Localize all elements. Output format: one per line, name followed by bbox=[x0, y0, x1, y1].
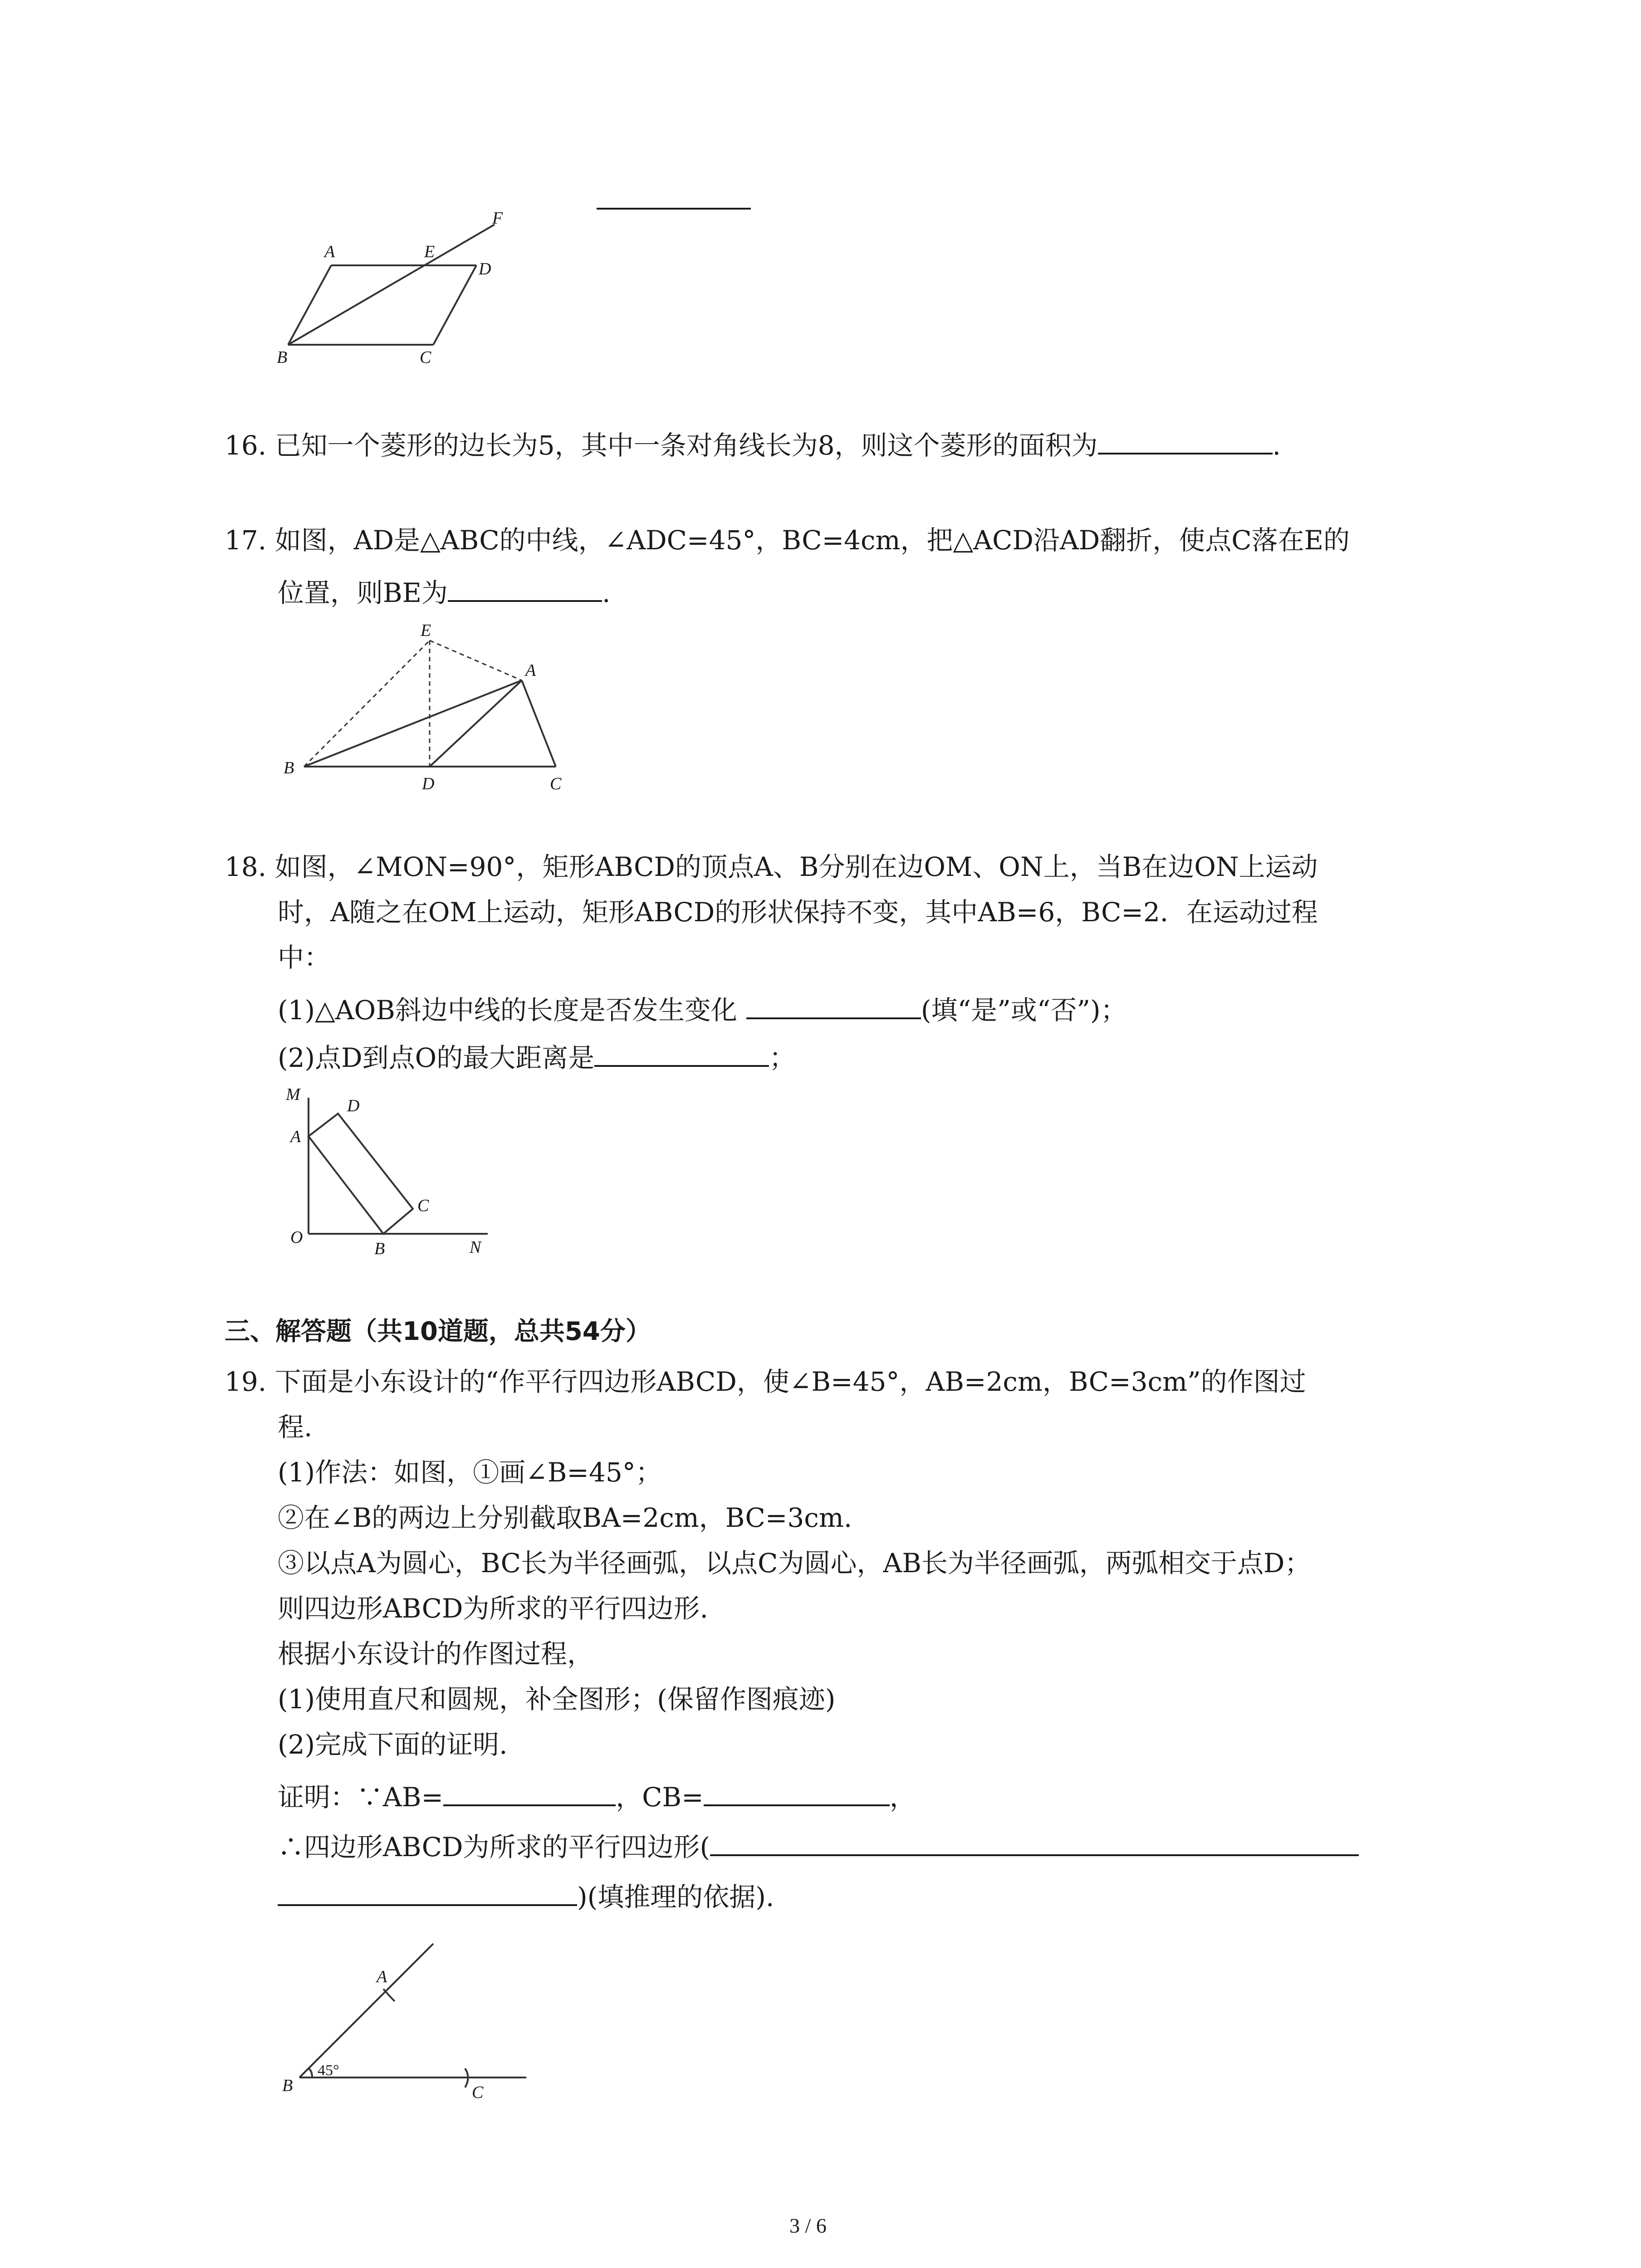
question-text: 中： bbox=[278, 942, 331, 973]
segment-EA bbox=[430, 640, 522, 680]
segment-AC bbox=[522, 680, 556, 767]
question-number: 19. bbox=[225, 1366, 267, 1397]
question-19-line4: ②在∠B的两边上分别截取BA=2cm，BC=3cm. bbox=[278, 1502, 852, 1533]
figure-angle-45 bbox=[272, 1923, 544, 2114]
label-A: A bbox=[290, 1127, 301, 1146]
period: . bbox=[1272, 430, 1281, 461]
question-18-sub2 bbox=[278, 1039, 795, 1074]
answer-blank-top[interactable] bbox=[597, 181, 751, 210]
question-text: (2)点D到点O的最大距离是 bbox=[278, 1042, 595, 1073]
question-19-line8: (1)使用直尺和圆规，补全图形；(保留作图痕迹) bbox=[278, 1684, 836, 1715]
period: . bbox=[602, 577, 611, 608]
question-text: 下面是小东设计的“作平行四边形ABCD，使∠B=45°，AB=2cm，BC=3cm”的作图过 bbox=[274, 1366, 1306, 1397]
figure-rectangle-angle bbox=[277, 1084, 513, 1261]
question-text: 位置，则BE为 bbox=[278, 577, 448, 608]
question-19-proof1 bbox=[278, 1778, 916, 1813]
rectangle-ABCD bbox=[309, 1114, 413, 1234]
figure-parallelogram bbox=[263, 206, 517, 379]
label-B: B bbox=[284, 758, 294, 777]
segment-DC bbox=[433, 265, 476, 345]
angle-arc bbox=[309, 2068, 312, 2077]
proof-text: ，CB= bbox=[616, 1782, 704, 1813]
label-N: N bbox=[470, 1238, 481, 1257]
question-text: 时，A随之在OM上运动，矩形ABCD的形状保持不变，其中AB=6，BC=2．在运动过程 bbox=[278, 897, 1318, 928]
question-text: ； bbox=[769, 1042, 796, 1073]
question-text: (填“是”或“否”)； bbox=[921, 995, 1127, 1026]
question-18-line3 bbox=[278, 941, 330, 974]
label-B: B bbox=[374, 1239, 385, 1258]
question-text: (1)△AOB斜边中线的长度是否发生变化 bbox=[278, 995, 737, 1026]
label-C: C bbox=[550, 774, 562, 793]
segment-BE bbox=[304, 640, 430, 767]
question-19-line9: (2)完成下面的证明. bbox=[278, 1729, 508, 1760]
question-17-line2 bbox=[278, 574, 610, 609]
proof-text: ∴四边形ABCD为所求的平行四边形( bbox=[278, 1832, 710, 1862]
segment-BF bbox=[288, 225, 495, 345]
angle-label: 45° bbox=[318, 2062, 339, 2079]
label-C: C bbox=[417, 1196, 429, 1215]
page-number: 3 / 6 bbox=[789, 2214, 827, 2237]
ray-BA bbox=[299, 1944, 433, 2077]
answer-blank-reason[interactable] bbox=[710, 1828, 1359, 1856]
answer-blank[interactable] bbox=[448, 574, 602, 602]
question-19-line3: (1)作法：如图，①画∠B=45°； bbox=[278, 1457, 662, 1488]
proof-text: )(填推理的依据). bbox=[577, 1882, 774, 1912]
label-D: D bbox=[422, 774, 435, 793]
label-D: D bbox=[479, 259, 491, 279]
question-19-line6: 则四边形ABCD为所求的平行四边形. bbox=[278, 1593, 708, 1624]
label-A: A bbox=[377, 1967, 387, 1986]
question-17-line1 bbox=[225, 524, 1350, 557]
proof-text: 证明：∵AB= bbox=[278, 1782, 444, 1813]
label-A: A bbox=[525, 661, 536, 680]
arc-mark-A bbox=[383, 1989, 395, 2001]
segment-AD bbox=[430, 680, 522, 767]
question-18-line2 bbox=[278, 896, 1318, 929]
question-text: 如图，∠MON=90°，矩形ABCD的顶点A、B分别在边OM、ON上，当B在边ON上运动 bbox=[274, 851, 1318, 882]
label-M: M bbox=[286, 1085, 300, 1104]
question-number: 17. bbox=[225, 525, 267, 556]
answer-blank[interactable] bbox=[594, 1039, 769, 1067]
question-number: 16. bbox=[225, 430, 267, 461]
label-C: C bbox=[472, 2083, 484, 2102]
answer-blank[interactable] bbox=[746, 991, 921, 1019]
proof-text: ， bbox=[889, 1782, 916, 1813]
question-number: 18. bbox=[225, 851, 267, 882]
answer-blank-CB[interactable] bbox=[704, 1778, 890, 1806]
label-D: D bbox=[347, 1096, 360, 1115]
label-B: B bbox=[277, 348, 288, 367]
question-19-line1 bbox=[225, 1365, 1306, 1398]
question-text: 已知一个菱形的边长为5，其中一条对角线长为8，则这个菱形的面积为 bbox=[274, 430, 1098, 461]
segment-BA bbox=[304, 680, 522, 767]
label-F: F bbox=[492, 209, 503, 228]
answer-blank-AB[interactable] bbox=[443, 1778, 616, 1806]
answer-blank-reason-cont[interactable] bbox=[278, 1878, 577, 1906]
label-B: B bbox=[282, 2076, 293, 2095]
question-16 bbox=[225, 426, 1281, 462]
question-19-proof2 bbox=[278, 1828, 1359, 1863]
question-18-sub1 bbox=[278, 991, 1127, 1026]
question-19-line7: 根据小东设计的作图过程， bbox=[278, 1638, 594, 1669]
question-19-line5: ③以点A为圆心，BC长为半径画弧，以点C为圆心，AB长为半径画弧，两弧相交于点D； bbox=[278, 1548, 1311, 1579]
question-19-proof3 bbox=[278, 1878, 774, 1913]
question-text: 如图，AD是△ABC的中线，∠ADC=45°，BC=4cm，把△ACD沿AD翻折，使点C落在E的 bbox=[274, 525, 1350, 556]
label-E: E bbox=[421, 621, 431, 640]
question-18-line1 bbox=[225, 850, 1318, 883]
section-title: 三、解答题（共10道题，总共54分） bbox=[225, 1317, 651, 1346]
label-C: C bbox=[420, 348, 431, 367]
figure-triangle-fold bbox=[268, 617, 585, 798]
question-19-line2: 程. bbox=[278, 1412, 313, 1442]
label-O: O bbox=[290, 1228, 303, 1247]
answer-blank[interactable] bbox=[1098, 426, 1273, 455]
label-A: A bbox=[324, 242, 335, 261]
label-E: E bbox=[424, 242, 435, 261]
